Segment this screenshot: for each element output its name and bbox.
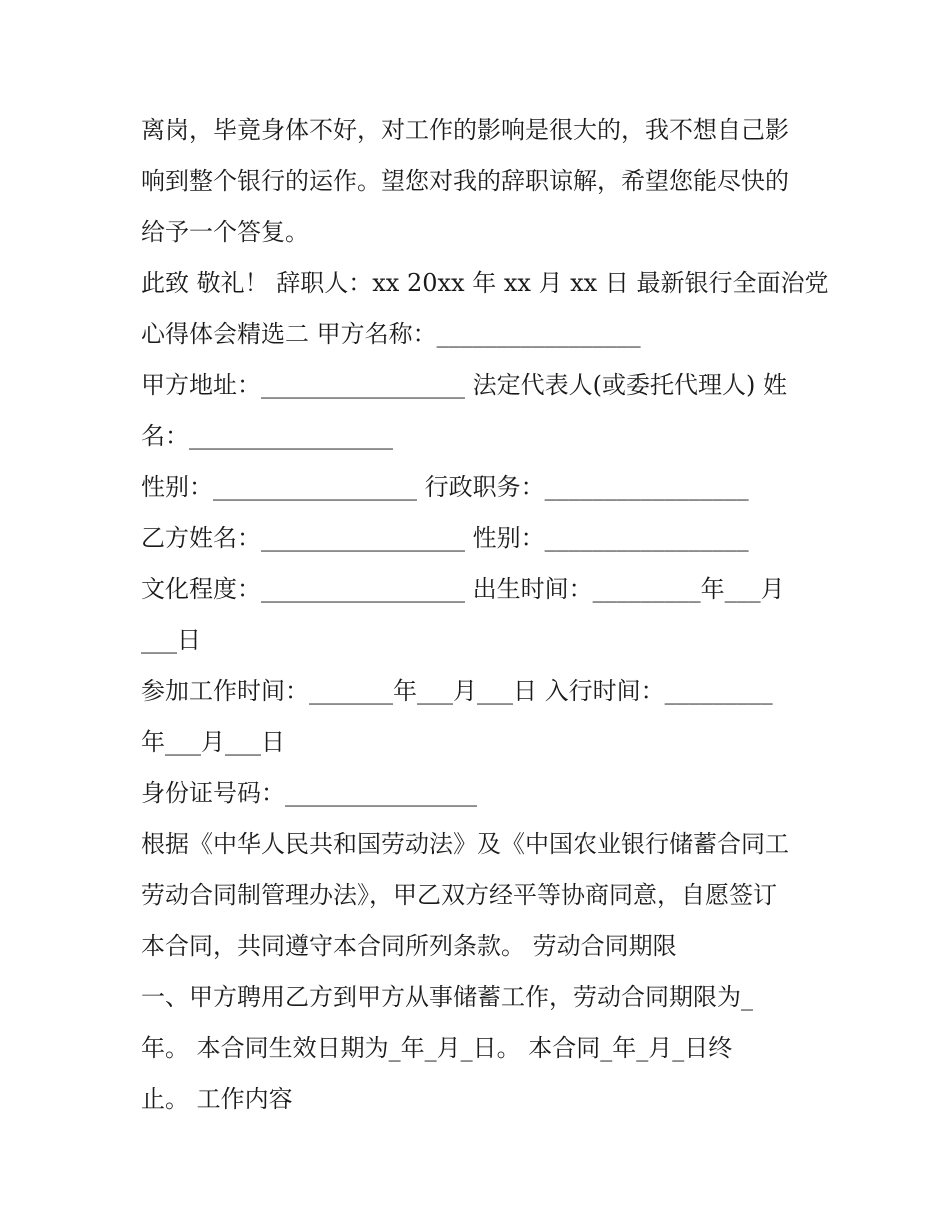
text-line: 身份证号码：________________ [141, 779, 477, 807]
text-line: 性别：_________________ 行政职务：_________________ [141, 473, 749, 501]
text-line: 心得体会精选二 甲方名称：_________________ [141, 320, 641, 348]
text-line: 本合同，共同遵守本合同所列条款。 劳动合同期限 [141, 932, 677, 960]
text-line: 甲方地址：_________________ 法定代表人(或委托代理人) 姓 [141, 371, 787, 399]
text-line: 一、甲方聘用乙方到甲方从事储蓄工作，劳动合同期限为_ [141, 983, 753, 1011]
text-line: 年。 本合同生效日期为_年_月_日。 本合同_年_月_日终 [141, 1034, 733, 1062]
document-body [141, 105, 829, 1125]
text-line: 年___月___日 [141, 728, 285, 756]
text-line: 离岗，毕竟身体不好，对工作的影响是很大的，我不想自己影 [141, 116, 789, 144]
text-line: 止。 工作内容 [141, 1085, 293, 1113]
text-line: 参加工作时间：_______年___月___日 入行时间：_________ [141, 677, 773, 705]
text-line: 此致 敬礼！ 辞职人：xx 20xx 年 xx 月 xx 日 最新银行全面治党 [141, 269, 829, 297]
text-line: 乙方姓名：_________________ 性别：_________________ [141, 524, 749, 552]
text-line: 名：_________________ [141, 422, 393, 450]
text-line: 响到整个银行的运作。望您对我的辞职谅解，希望您能尽快的 [141, 167, 789, 195]
text-line: 根据《中华人民共和国劳动法》及《中国农业银行储蓄合同工 [141, 830, 789, 858]
text-line: 文化程度：_________________ 出生时间：_________年___月 [141, 575, 785, 603]
text-line: 劳动合同制管理办法》，甲乙双方经平等协商同意，自愿签订 [141, 881, 777, 909]
text-line: ___日 [141, 626, 201, 654]
text-line: 给予一个答复。 [141, 218, 309, 246]
